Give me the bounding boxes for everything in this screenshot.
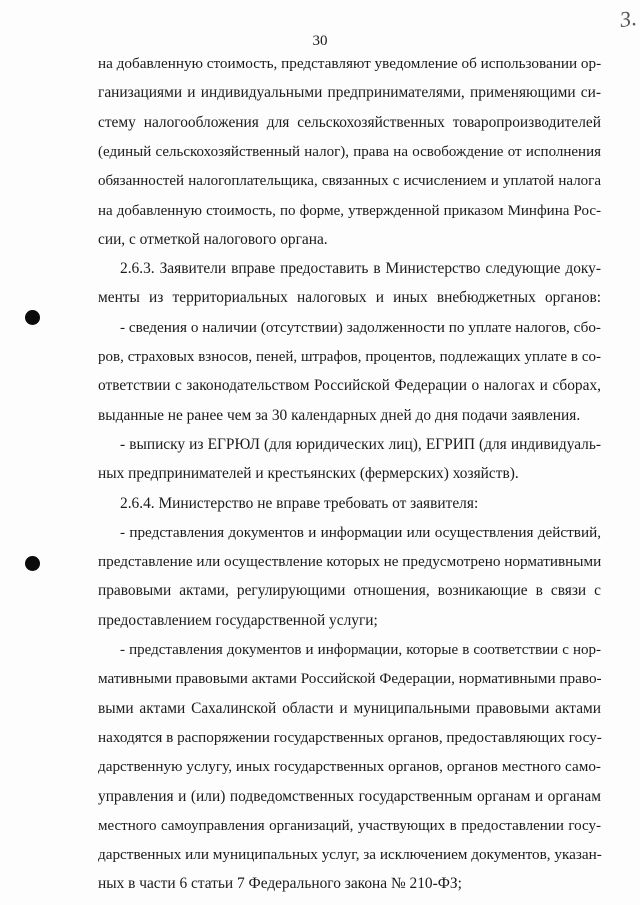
page-number: 30 (312, 33, 328, 49)
text-line: правовыми актами, регулирующими отношения, возникающие в связи с (98, 582, 601, 600)
list-item-first-line: - сведения о наличии (отсутствии) задолженности по уплате налогов, сбо- (120, 318, 601, 336)
text-line: выданные не ранее чем за 30 календарных дней до дня подачи заявления. (98, 406, 581, 424)
text-line: ных в части 6 статьи 7 Федерального закона № 210-ФЗ; (98, 875, 462, 893)
text-line: мативными правовыми актами Российской Федерации, нормативными право- (98, 670, 602, 688)
text-line: находятся в распоряжении государственных органов, предоставляющих госу- (98, 728, 602, 746)
text-line: сии, с отметкой налогового органа. (98, 230, 328, 248)
punch-hole-mark (25, 310, 40, 325)
list-item-first-line: - выписку из ЕГРЮЛ (для юридических лиц), ЕГРИП (для индивидуаль- (120, 435, 601, 453)
list-item-first-line: - представления документов и информации или осуществления действий, (120, 523, 601, 541)
text-line: стему налогообложения для сельскохозяйственных товаропроизводителей (98, 113, 601, 131)
text-line: выми актами Сахалинской области и муниципальными правовыми актами (98, 699, 601, 717)
text-line: менты из территориальных налоговых и иных внебюджетных органов: (98, 289, 601, 307)
text-line: (единый сельскохозяйственный налог), права на освобождение от исполнения (98, 143, 601, 160)
text-line: дарственных или муниципальных услуг, за исключением документов, указан- (98, 846, 602, 864)
punch-hole-mark (25, 556, 40, 571)
list-item-first-line: - представления документов и информации, которые в соответствии с нор- (120, 642, 601, 658)
text-line: управления и (или) подведомственных государственным органам и органам (98, 787, 601, 805)
text-line: ответствии с законодательством Российской Федерации о налогах и сборах, (98, 377, 601, 395)
text-line: обязанностей налогоплательщика, связанных с исчислением и уплатой налога (98, 173, 601, 190)
text-line: представление или осуществление которых не предусмотрено нормативными (98, 553, 602, 571)
text-line: на добавленную стоимость, представляют уведомление об использовании ор- (98, 55, 602, 72)
text-line: дарственную услугу, иных государственных органов, органов местного само- (98, 758, 601, 776)
text-line: местного самоуправления организаций, участвующих в предоставлении госу- (98, 817, 601, 834)
text-line: предоставлением государственной услуги; (98, 611, 378, 629)
handwritten-page-mark: 3. (617, 4, 638, 33)
text-line: ных предпринимателей и крестьянских (фермерских) хозяйств). (98, 465, 519, 483)
paragraph-first-line: 2.6.4. Министерство не вправе требовать от заявителя: (120, 494, 479, 512)
text-line: ров, страховых взносов, пеней, штрафов, процентов, подлежащих уплате в со- (98, 349, 601, 365)
text-line: ганизациями и индивидуальными предпринимателями, применяющими си- (98, 84, 601, 102)
text-line: на добавленную стоимость, по форме, утвержденной приказом Минфина Рос- (98, 202, 601, 219)
paragraph-first-line: 2.6.3. Заявители вправе предоставить в Министерство следующие доку- (120, 260, 601, 278)
